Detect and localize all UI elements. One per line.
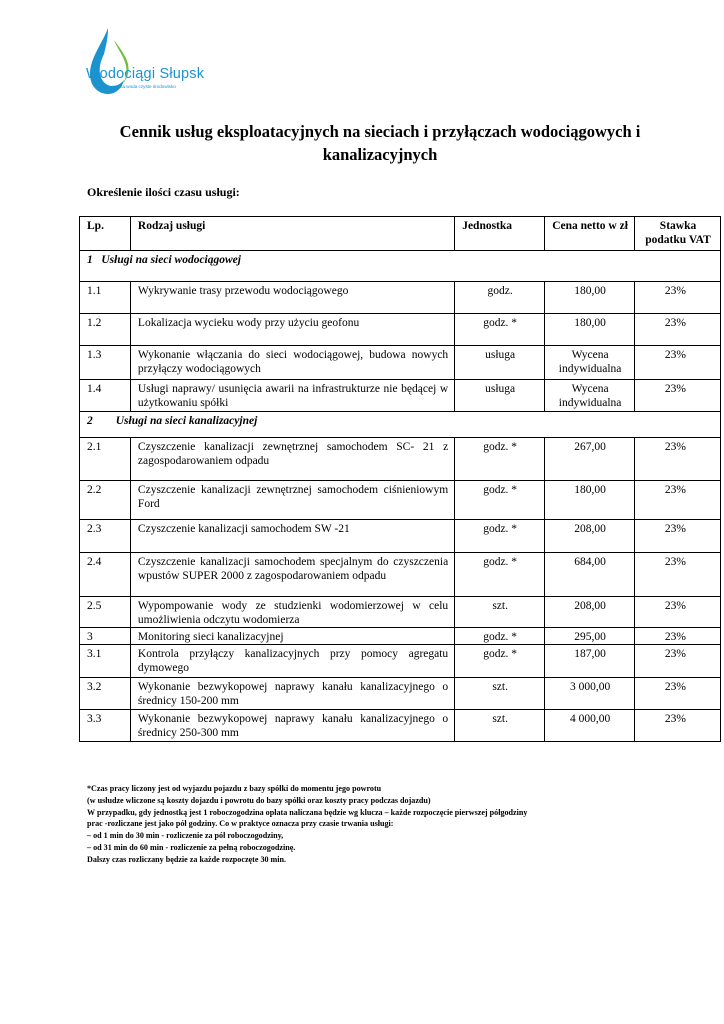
section-subtitle: Określenie ilości czasu usługi:: [87, 185, 240, 199]
row-lp: 3.3: [80, 710, 131, 742]
row-lp: 1.4: [80, 380, 131, 412]
header-unit: Jednostka: [455, 217, 545, 251]
row-lp: 3: [80, 628, 131, 645]
footnote-line: – od 31 min do 60 min - rozliczenie za pełną roboczogodzinę.: [87, 842, 296, 852]
footnote: [87, 783, 647, 866]
row-unit: godz. *: [455, 438, 545, 481]
section-number: 1: [87, 254, 93, 266]
row-service: Wypompowanie wody ze studzienki wodomierzowej w celu umożliwienia odczytu wodomierza: [130, 597, 454, 628]
footnote-line: *Czas pracy liczony jest od wyjazdu pojazdu z bazy spółki do momentu jego powrotu: [87, 784, 382, 793]
row-price: 187,00: [545, 645, 635, 678]
price-table: [79, 216, 721, 742]
row-price: Wycena indywidualna: [545, 346, 635, 380]
table-row: [80, 481, 721, 520]
row-service: Wykonanie bezwykopowej naprawy kanału kanalizacyjnego o średnicy 150-200 mm: [130, 678, 454, 710]
row-unit: godz. *: [455, 645, 545, 678]
table-row: [80, 678, 721, 710]
footnote-line: (w usłudze wliczone są koszty dojazdu i powrotu do bazy spółki oraz koszty pracy podczas dojazdu): [87, 795, 431, 805]
row-service: Wykonanie bezwykopowej naprawy kanału kanalizacyjnego o średnicy 250-300 mm: [130, 710, 454, 742]
row-service: Wykrywanie trasy przewodu wodociągowego: [130, 282, 454, 314]
row-unit: szt.: [455, 597, 545, 628]
row-vat: 23%: [635, 438, 721, 481]
row-price: 684,00: [545, 553, 635, 597]
row-price: 180,00: [545, 314, 635, 346]
row-price: 4 000,00: [545, 710, 635, 742]
footnote-line: Dalszy czas rozliczany będzie za każde rozpoczęte 30 min.: [87, 854, 287, 864]
table-row: [80, 628, 721, 645]
table-row: [80, 597, 721, 628]
section-heading: [80, 251, 721, 282]
logo-tagline: czysta woda czyste środowisko: [112, 84, 176, 89]
row-service: Czyszczenie kanalizacji samochodem specjalnym do czyszczenia wpustów SUPER 2000 z zagospodarowaniem odpadu: [130, 553, 454, 597]
section-row: [80, 412, 721, 438]
row-vat: 23%: [635, 380, 721, 412]
section-heading: [80, 412, 721, 438]
table-row: [80, 710, 721, 742]
row-unit: godz. *: [455, 481, 545, 520]
footnote-line: – od 1 min do 30 min - rozliczenie za pół roboczogodziny,: [87, 831, 284, 841]
row-lp: 1.1: [80, 282, 131, 314]
section-label: Usługi na sieci wodociągowej: [101, 254, 241, 266]
row-lp: 1.3: [80, 346, 131, 380]
row-vat: 23%: [635, 597, 721, 628]
row-lp: 1.2: [80, 314, 131, 346]
row-unit: godz.: [455, 282, 545, 314]
row-unit: godz. *: [455, 520, 545, 553]
row-price: 267,00: [545, 438, 635, 481]
row-lp: 2.1: [80, 438, 131, 481]
header-lp: Lp.: [80, 217, 131, 251]
row-service: Lokalizacja wycieku wody przy użyciu geofonu: [130, 314, 454, 346]
row-unit: usługa: [455, 346, 545, 380]
row-service: Wykonanie włączania do sieci wodociągowej, budowa nowych przyłączy wodociągowych: [130, 346, 454, 380]
section-row: [80, 251, 721, 282]
row-lp: 3.2: [80, 678, 131, 710]
page-title: Cennik usług eksploatacyjnych na sieciach i przyłączach wodociągowych i kanalizacyjnych: [119, 122, 641, 164]
row-vat: 23%: [635, 678, 721, 710]
row-lp: 2.4: [80, 553, 131, 597]
row-price: 3 000,00: [545, 678, 635, 710]
table-row: [80, 438, 721, 481]
row-vat: 23%: [635, 520, 721, 553]
row-vat: 23%: [635, 645, 721, 678]
row-vat: 23%: [635, 710, 721, 742]
table-header-row: [80, 217, 721, 251]
row-unit: godz. *: [455, 314, 545, 346]
row-vat: 23%: [635, 282, 721, 314]
table-row: [80, 520, 721, 553]
row-unit: szt.: [455, 678, 545, 710]
row-price: Wycena indywidualna: [545, 380, 635, 412]
footnote-line: prac -rozliczane jest jako pół godziny. Co w praktyce oznacza przy czasie trwania usługi:: [87, 819, 394, 829]
row-vat: 23%: [635, 314, 721, 346]
row-price: 180,00: [545, 481, 635, 520]
table-row: [80, 282, 721, 314]
row-vat: 23%: [635, 553, 721, 597]
row-lp: 3.1: [80, 645, 131, 678]
row-price: 208,00: [545, 520, 635, 553]
table-row: [80, 380, 721, 412]
header-vat: Stawka podatku VAT: [635, 217, 721, 251]
row-lp: 2.3: [80, 520, 131, 553]
row-service: Kontrola przyłączy kanalizacyjnych przy pomocy agregatu dymowego: [130, 645, 454, 678]
row-vat: 23%: [635, 481, 721, 520]
header-service: Rodzaj usługi: [130, 217, 454, 251]
row-service: Czyszczenie kanalizacji zewnętrznej samochodem ciśnieniowym Ford: [130, 481, 454, 520]
row-price: 208,00: [545, 597, 635, 628]
row-unit: usługa: [455, 380, 545, 412]
row-lp: 2.5: [80, 597, 131, 628]
table-row: [80, 645, 721, 678]
row-lp: 2.2: [80, 481, 131, 520]
row-service: Usługi naprawy/ usunięcia awarii na infrastrukturze nie będącej w użytkowaniu spółki: [130, 380, 454, 412]
row-unit: szt.: [455, 710, 545, 742]
footnote-line: W przypadku, gdy jednostką jest 1 roboczogodzina opłata naliczana będzie wg klucza – każde rozpoczęcie pierwszej półgodziny: [87, 807, 528, 817]
row-price: 295,00: [545, 628, 635, 645]
row-price: 180,00: [545, 282, 635, 314]
table-row: [80, 346, 721, 380]
section-label: Usługi na sieci kanalizacyjnej: [115, 415, 258, 427]
row-vat: 23%: [635, 628, 721, 645]
row-service: Monitoring sieci kanalizacyjnej: [130, 628, 454, 645]
header-price: Cena netto w zł: [545, 217, 635, 251]
table-row: [80, 553, 721, 597]
row-service: Czyszczenie kanalizacji samochodem SW -21: [130, 520, 454, 553]
row-unit: godz. *: [455, 628, 545, 645]
table-row: [80, 314, 721, 346]
section-number: 2: [87, 415, 93, 427]
row-service: Czyszczenie kanalizacji zewnętrznej samochodem SC- 21 z zagospodarowaniem odpadu: [130, 438, 454, 481]
row-vat: 23%: [635, 346, 721, 380]
company-logo: [86, 26, 236, 100]
row-unit: godz. *: [455, 553, 545, 597]
logo-name: Wodociągi Słupsk: [86, 66, 205, 82]
